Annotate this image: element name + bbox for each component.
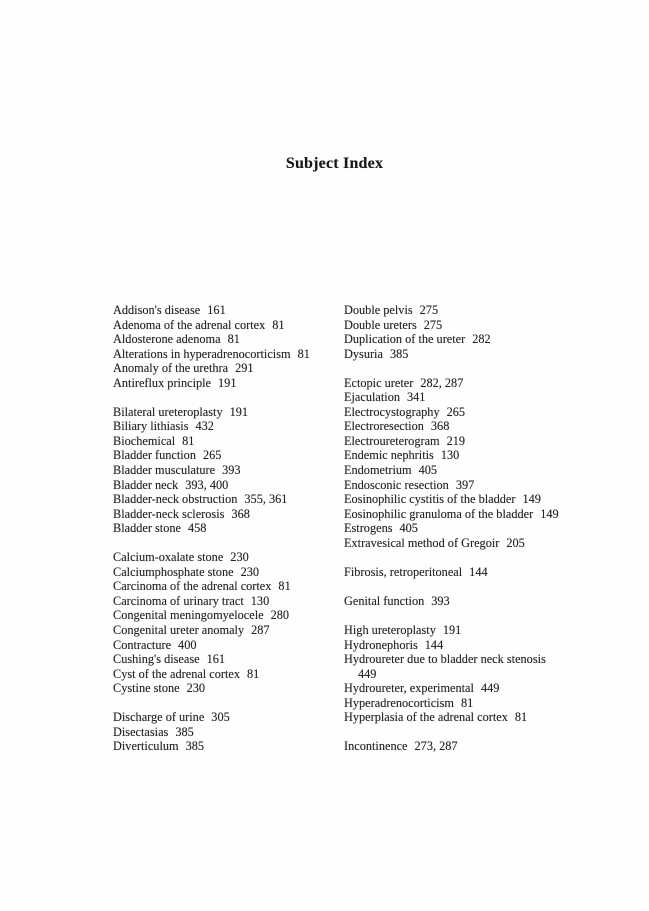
index-group: [113, 710, 348, 754]
index-entry: [113, 376, 348, 391]
index-term: Fibrosis, retroperitoneal: [344, 564, 463, 579]
index-term: Eosinophilic cystitis of the bladder: [344, 492, 516, 507]
index-entry: [113, 710, 348, 725]
index-pages: 81: [514, 710, 528, 725]
index-pages: 368: [231, 506, 250, 521]
index-pages: 149: [522, 492, 541, 507]
index-term: Carcinoma of urinary tract: [113, 593, 244, 608]
index-term: Calcium-oxalate stone: [113, 550, 224, 565]
index-entry: [344, 623, 614, 638]
index-entry: [344, 710, 614, 725]
index-entry-continuation: [344, 667, 614, 682]
index-entry: [113, 725, 348, 740]
index-column-left: [113, 303, 348, 769]
index-term: Double ureters: [344, 317, 417, 332]
index-pages: 219: [446, 433, 466, 448]
index-term: Discharge of urine: [113, 710, 205, 725]
index-pages: 130: [440, 448, 460, 463]
index-term: Hydroureter, experimental: [344, 681, 474, 696]
index-entry: [113, 681, 348, 696]
index-pages: 81: [278, 579, 291, 594]
index-entry: [344, 594, 614, 609]
index-term: Alterations in hyperadrenocorticism: [113, 346, 291, 361]
index-term: Extravesical method of Gregoir: [344, 535, 500, 550]
index-entry: [344, 536, 614, 551]
index-pages: 265: [446, 404, 466, 419]
index-term: Addison's disease: [113, 303, 201, 317]
index-entry: [113, 419, 348, 434]
index-term: Calciumphosphate stone: [113, 564, 234, 579]
index-pages: 449: [358, 666, 377, 681]
index-entry: [344, 303, 614, 318]
index-pages: 149: [540, 506, 559, 521]
index-term: High ureteroplasty: [344, 623, 436, 638]
index-pages: 191: [218, 375, 237, 390]
index-pages: 230: [230, 550, 249, 565]
index-entry: [344, 390, 614, 405]
index-pages: 341: [407, 390, 426, 405]
index-entry: [113, 623, 348, 638]
index-pages: 205: [506, 535, 525, 550]
index-pages: 385: [185, 739, 205, 754]
index-term: Duplication of the ureter: [344, 332, 466, 347]
index-group: [113, 550, 348, 695]
index-term: Congenital meningomyelocele: [113, 608, 264, 623]
index-entry: [113, 318, 348, 333]
index-pages: 191: [229, 404, 249, 419]
index-pages: 432: [195, 419, 214, 434]
index-pages: 81: [227, 332, 240, 347]
index-term: Congenital ureter anomaly: [113, 623, 245, 638]
index-pages: 393: [222, 463, 241, 478]
index-entry: [113, 667, 348, 682]
index-entry: [344, 565, 614, 580]
index-entry: [344, 347, 614, 362]
index-entry: [113, 739, 348, 754]
index-entry: [344, 419, 614, 434]
index-pages: 393: [431, 593, 450, 608]
index-term: Bladder-neck sclerosis: [113, 506, 225, 521]
index-term: Biochemical: [113, 433, 176, 448]
index-term: Disectasias: [113, 724, 169, 739]
index-pages: 305: [211, 710, 230, 725]
index-entry: [344, 521, 614, 536]
index-term: Bladder musculature: [113, 463, 216, 478]
index-pages: 161: [207, 303, 226, 317]
index-term: Dysuria: [344, 346, 383, 361]
index-pages: 81: [247, 666, 260, 681]
index-term: Bladder-neck obstruction: [113, 492, 238, 507]
index-entry: [113, 550, 348, 565]
index-pages: 273, 287: [414, 739, 458, 754]
index-pages: 397: [455, 477, 475, 492]
index-term: Contracture: [113, 637, 172, 652]
index-entry: [113, 608, 348, 623]
index-entry: [113, 594, 348, 609]
index-pages: 191: [442, 623, 462, 638]
index-pages: 230: [186, 681, 206, 696]
index-term: Aldosterone adenoma: [113, 332, 221, 347]
index-entry: [344, 448, 614, 463]
index-entry: [113, 332, 348, 347]
index-entry: [344, 507, 614, 522]
index-pages: 144: [424, 637, 444, 652]
index-term: Bilateral ureteroplasty: [113, 404, 223, 419]
index-pages: 282, 287: [420, 375, 464, 390]
index-group: [113, 405, 348, 536]
index-term: Hyperadrenocorticism: [344, 695, 454, 710]
index-entry: [113, 463, 348, 478]
index-group: [344, 376, 614, 551]
index-entry: [344, 376, 614, 391]
index-entry: [344, 492, 614, 507]
index-pages: 130: [250, 593, 270, 608]
index-group: [344, 303, 614, 361]
index-entry: [344, 463, 614, 478]
index-entry: [113, 521, 348, 536]
index-pages: 275: [419, 303, 439, 317]
index-term: Endemic nephritis: [344, 448, 434, 463]
index-term: Bladder neck: [113, 477, 179, 492]
index-pages: 368: [430, 419, 450, 434]
index-pages: 458: [187, 521, 207, 536]
index-group: [344, 594, 614, 609]
index-entry: [113, 638, 348, 653]
index-term: Anomaly of the urethra: [113, 361, 229, 376]
index-term: Hydronephoris: [344, 637, 418, 652]
index-pages: 405: [399, 521, 418, 536]
index-pages: 81: [272, 317, 285, 332]
index-term: Endometrium: [344, 463, 412, 478]
index-entry: [113, 492, 348, 507]
index-entry: [113, 565, 348, 580]
index-column-right: [344, 303, 614, 769]
index-group: [344, 739, 614, 754]
index-entry: [113, 405, 348, 420]
index-entry: [113, 448, 348, 463]
index-pages: 385: [175, 724, 194, 739]
index-term: Ejaculation: [344, 390, 400, 405]
index-term: Ectopic ureter: [344, 375, 414, 390]
index-term: Eosinophilic granuloma of the bladder: [344, 506, 534, 521]
index-entry: [344, 638, 614, 653]
index-entry: [113, 303, 348, 318]
index-entry: [113, 579, 348, 594]
index-entry: [113, 361, 348, 376]
index-term: Biliary lithiasis: [113, 419, 189, 434]
index-term: Antireflux principle: [113, 375, 212, 390]
index-pages: 275: [423, 317, 443, 332]
index-term: Genital function: [344, 593, 425, 608]
index-term: Cystine stone: [113, 681, 180, 696]
index-entry: [113, 347, 348, 362]
index-term: Hyperplasia of the adrenal cortex: [344, 710, 508, 725]
index-term: Incontinence: [344, 739, 408, 754]
index-pages: 280: [270, 608, 290, 623]
index-pages: 449: [480, 681, 500, 696]
index-term: Cyst of the adrenal cortex: [113, 666, 241, 681]
index-pages: 291: [235, 361, 254, 376]
index-term: Electrocystography: [344, 404, 440, 419]
index-entry: [344, 405, 614, 420]
index-term: Endosconic resection: [344, 477, 449, 492]
index-pages: 405: [418, 463, 438, 478]
index-pages: 81: [460, 695, 474, 710]
index-pages: 385: [389, 346, 409, 361]
index-term: Electroureterogram: [344, 433, 440, 448]
index-pages: 230: [240, 564, 260, 579]
index-term: Estrogens: [344, 521, 393, 536]
index-pages: 287: [251, 623, 270, 638]
index-entry: [113, 507, 348, 522]
index-term: Bladder stone: [113, 521, 181, 536]
index-pages: 144: [469, 564, 488, 579]
index-group: [344, 623, 614, 725]
index-entry: [344, 318, 614, 333]
index-term: Bladder function: [113, 448, 196, 463]
index-pages: 81: [297, 346, 310, 361]
index-term: Electroresection: [344, 419, 424, 434]
index-pages: 161: [206, 652, 226, 667]
index-group: [344, 565, 614, 580]
index-pages: 393, 400: [185, 477, 229, 492]
index-pages: 81: [182, 433, 195, 448]
index-entry: [344, 478, 614, 493]
index-entry: [113, 478, 348, 493]
index-pages: 265: [202, 448, 222, 463]
index-entry: [113, 434, 348, 449]
index-pages: 355, 361: [244, 492, 288, 507]
index-term: Double pelvis: [344, 303, 413, 317]
index-entry: [344, 681, 614, 696]
index-term: Carcinoma of the adrenal cortex: [113, 579, 272, 594]
index-entry: [344, 739, 614, 754]
index-entry: [344, 652, 614, 667]
page-title: Subject Index: [285, 155, 384, 172]
index-pages: 282: [472, 332, 491, 347]
index-term: Adenoma of the adrenal cortex: [113, 317, 266, 332]
index-term: Cushing's disease: [113, 652, 200, 667]
index-entry: [113, 652, 348, 667]
index-term: Diverticulum: [113, 739, 179, 754]
index-group: [113, 303, 348, 390]
index-entry: [344, 434, 614, 449]
index-term: Hydroureter due to bladder neck stenosis: [344, 652, 546, 667]
index-entry: [344, 332, 614, 347]
index-pages: 400: [178, 637, 197, 652]
index-entry: [344, 696, 614, 711]
